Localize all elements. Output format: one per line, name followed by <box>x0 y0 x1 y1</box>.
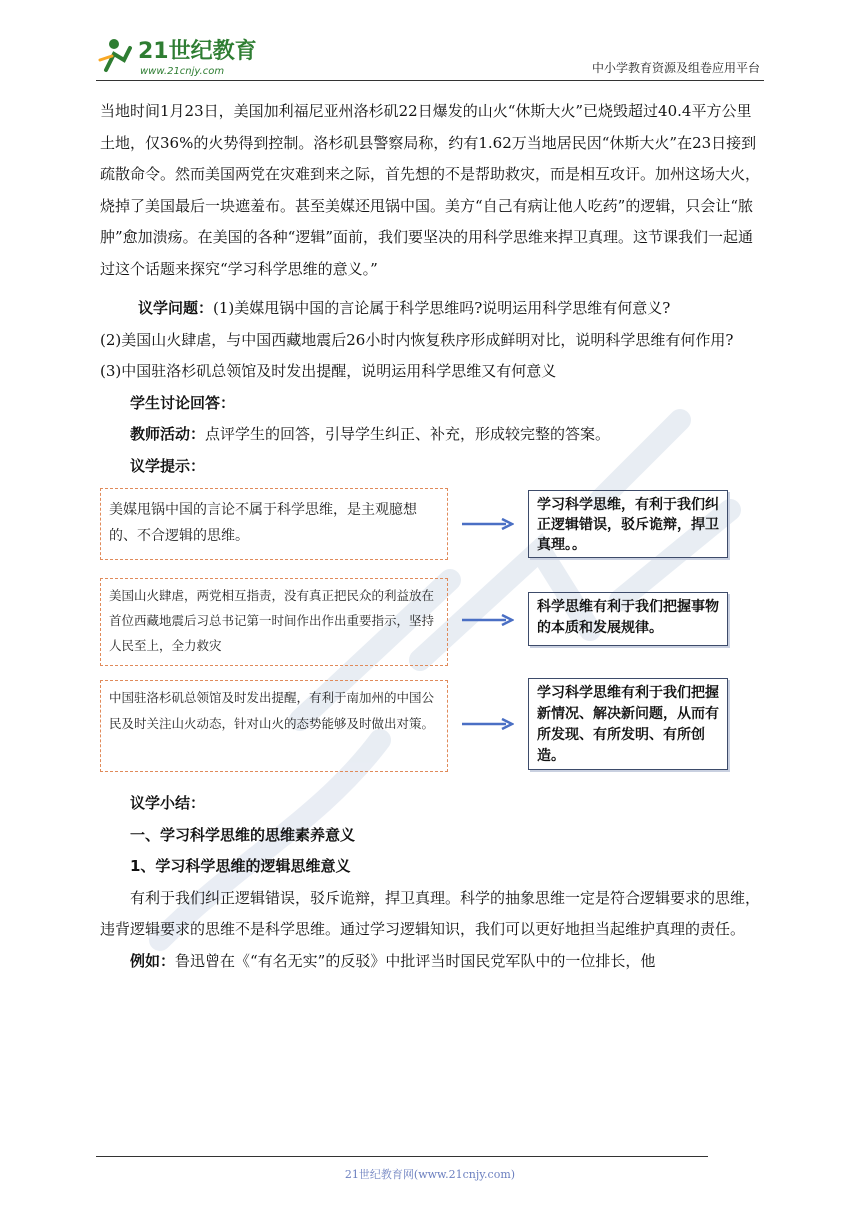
discussion-label: 学生讨论回答： <box>130 393 236 412</box>
hint-right-box-1: 学习科学思维，有利于我们纠正逻辑错误，驳斥诡辩，捍卫真理。。 <box>528 490 728 558</box>
arrow-right-icon <box>462 614 514 626</box>
footer-text: 21世纪教育网(www.21cnjy.com) <box>344 1168 516 1181</box>
teacher-activity: 教师活动：点评学生的回答，引导学生纠正、补充，形成较完整的答案。 <box>130 425 611 443</box>
hint-label: 议学提示： <box>130 456 206 475</box>
summary-paragraph: 有利于我们纠正逻辑错误，驳斥诡辩，捍卫真理。科学的抽象思维一定是符合逻辑要求的思维，违背逻辑要求的思维不是科学思维。通过学习逻辑知识，我们可以更好地担当起维护真理的责任。 <box>100 888 761 938</box>
question-1: 议学问题：(1)美媒甩锅中国的言论属于科学思维吗?说明运用科学思维有何意义? <box>138 299 671 317</box>
logo-url: www.21cnjy.com <box>140 66 225 77</box>
example-paragraph: 例如：鲁迅曾在《“有名无实”的反驳》中批评当时国民党军队中的一位排长，他 <box>130 951 656 970</box>
summary-heading-1: 一、学习科学思维的思维素养意义 <box>130 825 356 844</box>
arrow-right-icon <box>462 518 514 530</box>
logo-text: 21世纪教育 <box>138 39 257 64</box>
questions-label: 议学问题： <box>138 299 214 317</box>
hint-diagram <box>100 488 762 778</box>
intro-paragraph: 当地时间1月23日，美国加利福尼亚州洛杉矶22日爆发的山火“休斯大火”已烧毁超过40.4平方公里土地，仅36%的火势得到控制。洛杉矶县警察局称，约有1.62万当地居民因“休斯大火”在23日接到疏散命令。然而美国两党在灾难到来之际，首先想的不是帮助救灾，而是相互攻讦。加州这场大火，烧掉了美国最后一块遮羞布。甚至美媒还甩锅中国。美方“自己有病让他人吃药”的逻辑，只会让“脓肿”愈加溃疡。在美国的各种“逻辑”面前，我们要坚决的用科学思维来捍卫真理。这节课我们一起通过这个话题来探究“学习科学思维的意义。” <box>100 102 761 278</box>
logo <box>96 30 286 78</box>
hint-right-box-3: 学习科学思维有利于我们把握新情况、解决新问题，从而有所发现、有所发明、有所创造。 <box>528 678 728 770</box>
hint-left-box-3: 中国驻洛杉矶总领馆及时发出提醒，有利于南加州的中国公民及时关注山火动态，针对山火的态势能够及时做出对策。 <box>100 680 448 772</box>
summary-label: 议学小结： <box>130 794 206 812</box>
question-2: (2)美国山火肆虐，与中国西藏地震后26小时内恢复秩序形成鲜明对比，说明科学思维有何作用? <box>100 330 734 349</box>
hint-left-box-2: 美国山火肆虐，两党相互指责，没有真正把民众的利益放在首位西藏地震后习总书记第一时间作出作出重要指示，坚持人民至上，全力救灾 <box>100 578 448 666</box>
footer-rule <box>96 1156 708 1157</box>
arrow-right-icon <box>462 718 514 730</box>
page-header <box>96 30 764 81</box>
header-right-text: 中小学教育资源及组卷应用平台 <box>591 61 760 75</box>
summary-heading-2: 1、学习科学思维的逻辑思维意义 <box>130 857 351 875</box>
question-3: (3)中国驻洛杉矶总领馆及时发出提醒，说明运用科学思维又有何意义 <box>100 362 557 380</box>
document-body <box>100 96 762 977</box>
hint-right-box-2: 科学思维有利于我们把握事物的本质和发展规律。 <box>528 592 728 646</box>
hint-left-box-1: 美媒甩锅中国的言论不属于科学思维，是主观臆想的、不合逻辑的思维。 <box>100 488 448 560</box>
